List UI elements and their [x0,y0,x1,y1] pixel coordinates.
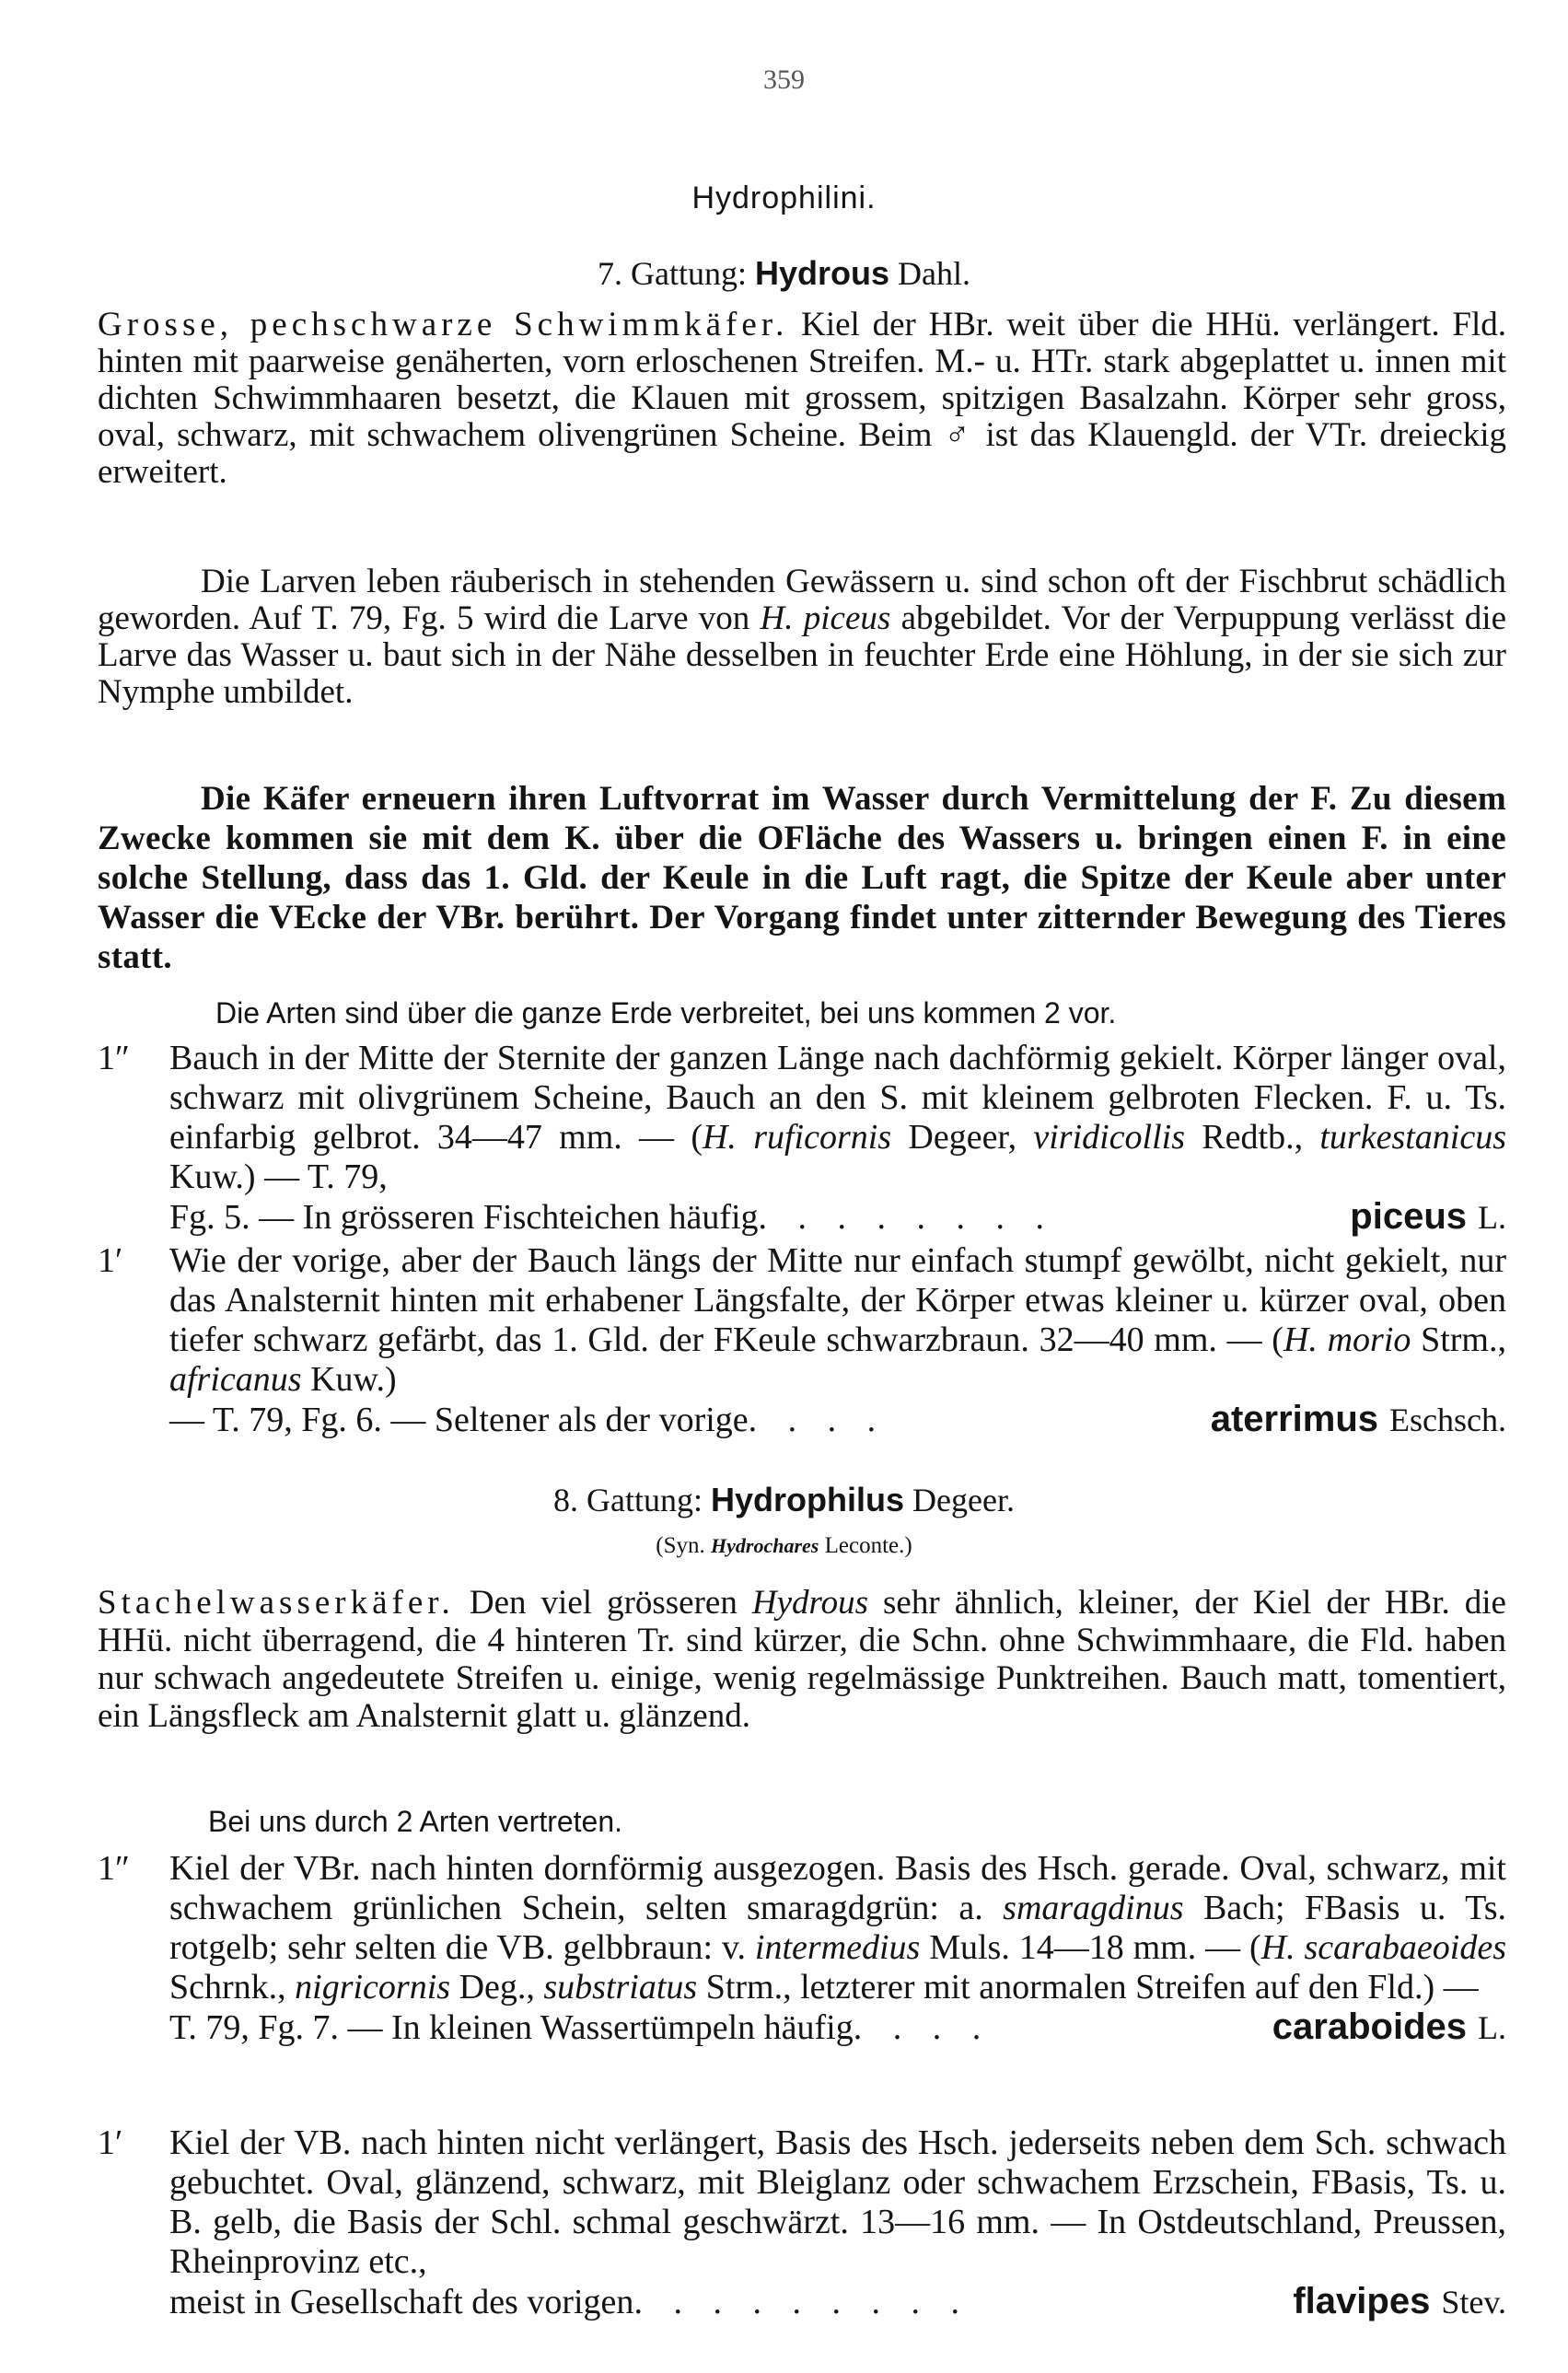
key-text: Kuw.) [301,1360,397,1399]
species-author: L. [1478,1199,1506,1236]
key-text: Schrnk., [169,1968,296,2007]
genus-common-name: Stachelwasserkäfer. [98,1584,455,1622]
key-entry-body [169,1241,1506,1440]
synonym-italic: viridicollis [1033,1118,1186,1157]
key-text: Muls. 14—18 mm. — ( [920,1928,1261,1967]
synonym-italic: H. scarabaeoides [1260,1928,1507,1967]
key-text: Deg., [450,1968,544,2007]
page-number: 359 [763,64,805,95]
key-final-line [169,1400,1506,1440]
key-number: 1″ [98,1849,130,1888]
key-text: Kuw.) — T. 79, [169,1157,388,1196]
distribution-note: Bei uns durch 2 Arten vertreten. [208,1805,623,1838]
key-final-line [169,1197,1506,1238]
synonym-name: Hydrochares [711,1534,819,1557]
genus-synonym [0,1533,1568,1559]
key-number: 1′ [98,2123,123,2162]
synonym-italic: turkestanicus [1319,1118,1506,1157]
key-text: Strm., letzterer mit anormalen Streifen auf den Fld.) — [697,1968,1479,2007]
genus-common-name: Grosse, pechschwarze Schwimmkäfer. [98,306,789,343]
genus-heading-hydrophilus [0,1481,1568,1519]
variety-italic: intermedius [754,1928,921,1967]
key-entry [98,2123,1506,2322]
larva-text-a: Die Larven leben räuberisch in stehenden Gewässern u. sind schon oft der Fischbrut schädlich geworden. Auf T. 79, Fg. 5 wird die Larve von [98,563,1506,637]
species-author: Eschsch. [1389,1402,1506,1438]
key-text: Kiel der VB. nach hinten nicht verlängert, Basis des Hsch. jederseits neben dem Sch. schwach gebuchtet. Oval, glänzend, schwarz, mit Bleiglanz oder schwachem Erzschein, FBasis, Ts. u. B. gelb, die Basis der Schl. schmal geschwärzt. 13—16 mm. — In Ostdeutschland, Preussen, Rheinprovinz etc., [169,2123,1506,2281]
species-name: aterrimus [1210,1399,1379,1439]
key-text: Kiel der VBr. nach hinten dornförmig ausgezogen. Basis des Hsch. gerade. Oval, schwarz, mit schwachem grünlichen Schein, selten smaragdgrün: a. [169,1849,1506,1927]
synonym-italic: H. ruficornis [702,1118,892,1157]
genus-description-text: Den viel grösseren [454,1584,752,1622]
key-text: Bach; FBasis u. Ts. rotgelb; sehr selten die VB. gelbbraun: v. [169,1889,1506,1967]
tribe-heading: Hydrophilini. [691,180,877,215]
key-habitat: — T. 79, Fg. 6. — Seltener als der vorige [169,1401,749,1439]
key-text: Degeer, [891,1118,1034,1157]
genus-description [98,307,1506,491]
key-entry [98,1039,1506,1238]
leader-dots: . . . . . . . . [758,1198,1056,1237]
key-entry-body [169,1039,1506,1238]
key-number: 1″ [98,1039,130,1077]
synonym-italic: substriatus [543,1968,698,2007]
synonym-prefix: (Syn. [656,1533,705,1558]
key-final-line [169,2007,1506,2048]
leader-dots: . . . . [853,2008,993,2047]
key-entry [98,1849,1506,2048]
genus-name: Hydrous [754,254,890,292]
leader-dots: . . . . . . . . . [633,2283,970,2321]
key-entry-body [169,2123,1506,2322]
synonym-italic: nigricornis [295,1968,451,2007]
key-number: 1′ [98,1241,123,1280]
genus-description-text: sehr ähnlich, kleiner, der Kiel der HBr. die HHü. nicht überragend, die 4 hinteren Tr. sind kürzer, die Schn. ohne Schwimmhaare, die Fld. haben nur schwach angedeutete Streifen u. einige, wenig regelmässige Punktreihen. Bauch matt, tomentiert, ein Längsfleck am Analsternit glatt u. glänzend. [98,1584,1506,1735]
variety-italic: smaragdinus [1003,1889,1184,1927]
genus-author: Degeer. [912,1482,1015,1518]
respiration-paragraph: Die Käfer erneuern ihren Luftvorrat im Wasser durch Vermittelung der F. Zu diesem Zwecke kommen sie mit dem K. über die OFläche des Wassers u. bringen einen F. in eine solche Stellung, dass das 1. Gld. der Keule in die Luft ragt, die Spitze der Keule aber unter Wasser die VEcke der VBr. berührt. Der Vorgang findet unter zitternder Bewegung des Tieres statt. [98,780,1506,976]
synonym-author: Leconte.) [824,1533,912,1558]
key-final-line [169,2282,1506,2322]
genus-prefix: 7. Gattung: [598,255,747,292]
key-text: Redtb., [1185,1118,1320,1157]
distribution-note: Die Arten sind über die ganze Erde verbreitet, bei uns kommen 2 vor. [215,996,1117,1029]
genus-description-text: Kiel der HBr. weit über die HHü. verlängert. Fld. hinten mit paarweise genäherten, vorn erloschenen Streifen. M.- u. HTr. stark abgeplattet u. innen mit dichten Schwimmhaaren besetzt, die Klauen mit grossem, spitzigen Basalzahn. Körper sehr gross, oval, schwarz, mit schwachem olivengrünen Scheine. Beim ♂ ist das Klauengld. der VTr. dreieckig erweitert. [98,306,1506,491]
synonym-italic: H. morio [1283,1320,1411,1359]
larva-species-italic: H. piceus [760,599,891,637]
key-entry [98,1241,1506,1440]
species-name: flavipes [1293,2281,1431,2321]
species-name: piceus [1350,1196,1467,1237]
key-entry-body [169,1849,1506,2048]
key-habitat: T. 79, Fg. 7. — In kleinen Wassertümpeln häufig [169,2008,854,2047]
key-text: Bauch in der Mitte der Sternite der ganzen Länge nach dachförmig gekielt. Körper länger oval, schwarz mit olivgrünem Scheine, Bauch an den S. mit kleinem gelbroten Flecken. F. u. Ts. einfarbig gelbrot. 34—47 mm. — ( [169,1039,1506,1157]
species-name: caraboides [1272,2007,1467,2047]
species-author: Stev. [1441,2284,1506,2321]
genus-prefix: 8. Gattung: [553,1482,703,1518]
species-author: L. [1478,2009,1506,2046]
genus-author: Dahl. [898,255,970,292]
genus-description [98,1584,1506,1735]
larva-text-b: abgebildet. Vor der Verpuppung verlässt die Larve das Wasser u. baut sich in der Nähe desselben in feuchter Erde eine Höhlung, in der sie sich zur Nymphe umbildet. [98,599,1506,711]
leader-dots: . . . . [748,1401,888,1439]
key-habitat: Fg. 5. — In grösseren Fischteichen häufig [169,1198,759,1237]
key-text: Wie der vorige, aber der Bauch längs der Mitte nur einfach stumpf gewölbt, nicht gekielt, nur das Analsternit hinten mit erhabener Längsfalte, der Körper etwas kleiner u. kürzer oval, oben tiefer schwarz gefärbt, das 1. Gld. der FKeule schwarzbraun. 32—40 mm. — ( [169,1241,1506,1359]
key-text: Strm., [1411,1320,1506,1359]
key-habitat: meist in Gesellschaft des vorigen [169,2283,634,2321]
larva-paragraph [98,564,1506,711]
genus-heading-hydrous [0,254,1568,293]
genus-italic: Hydrous [751,1584,868,1622]
synonym-italic: africanus [169,1360,302,1399]
genus-name: Hydrophilus [711,1481,905,1518]
